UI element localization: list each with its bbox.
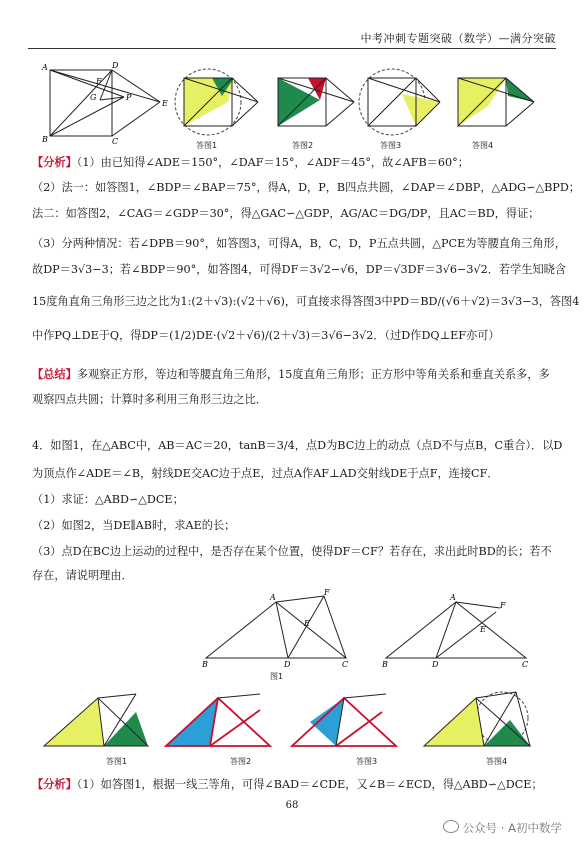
page-number: 68 xyxy=(285,800,299,811)
svg-text:F: F xyxy=(500,601,506,610)
svg-text:F: F xyxy=(324,588,330,597)
analysis-1-line-3: 法二：如答图2，∠CAG＝∠GDP＝30°，得△GAC∽△GDP，AG/AC＝DG/DP，且AC＝BD，得证； xyxy=(32,207,540,220)
svg-text:D: D xyxy=(432,660,439,668)
analysis-2-line-1: 【分析】（1）如答图1，根据一线三等角，可得∠BAD＝∠CDE，又∠B＝∠ECD，得△ABD∽△DCE； xyxy=(32,777,543,791)
svg-text:E: E xyxy=(162,99,168,108)
figure-square-main xyxy=(40,62,170,146)
svg-text:P: P xyxy=(126,93,132,102)
svg-text:E: E xyxy=(480,625,486,634)
svg-text:A: A xyxy=(450,593,456,602)
analysis-1-line-1: 【分析】（1）由已知得∠ADE＝150°，∠DAF＝15°，∠ADF＝45°，故∠AFB＝60°； xyxy=(32,155,469,169)
triangle-answer-4 xyxy=(418,684,542,756)
analysis-1-line-7: 中作PQ⊥DE于Q，得DP＝(1/2)DE·(√2＋√6)/(2＋√3)＝3√6−3√2．（过D作DQ⊥EF亦可） xyxy=(32,329,500,342)
problem-4-line-5: （3）点D在BC边上运动的过程中，是否存在某个位置，使得DF＝CF？若存在，求出此时BD的长；若不 xyxy=(32,545,552,558)
watermark: 公众号 · A初中数学 xyxy=(443,820,562,836)
figure-answer-2 xyxy=(268,66,360,142)
triangle-figure-1 xyxy=(196,588,356,668)
problem-4-line-6: 存在，请说明理由． xyxy=(32,569,133,582)
answer-1-caption: 答图1 xyxy=(196,141,218,150)
summary-tag: 【总结】 xyxy=(32,367,77,381)
figure-answer-3 xyxy=(356,66,448,142)
triangle-figure-2 xyxy=(376,588,536,668)
summary-line-1: 【总结】多观察正方形，等边和等腰直角三角形，15度直角三角形；正方形中等角关系和垂直关系多，多 xyxy=(32,367,550,381)
svg-text:C: C xyxy=(112,137,119,146)
figure-1-caption: 图1 xyxy=(270,672,284,681)
svg-text:B: B xyxy=(42,135,48,144)
wechat-icon xyxy=(443,820,459,833)
answer-row3-1-caption: 答图1 xyxy=(106,757,128,766)
svg-text:B: B xyxy=(382,660,388,668)
analysis-tag: 【分析】 xyxy=(32,155,77,169)
analysis-1-line-4: （3）分两种情况：若∠DPB＝90°，如答图3，可得A，B，C，D，P五点共圆，△PCE为等腰直角三角形， xyxy=(32,237,566,250)
answer-row3-3-caption: 答图3 xyxy=(356,757,378,766)
triangle-answer-1 xyxy=(38,688,156,754)
svg-text:C: C xyxy=(342,660,349,668)
answer-row3-2-caption: 答图2 xyxy=(230,757,252,766)
analysis-2-tag: 【分析】 xyxy=(32,777,77,791)
problem-4-line-1: 4．如图1，在△ABC中，AB＝AC＝20，tanB＝3/4，点D为BC边上的动点（点D不与点B，C重合）．以D xyxy=(32,439,563,452)
header-rule xyxy=(28,48,556,49)
analysis-1-line-6: 15度角直角三角形三边之比为1:(2＋√3):(√2＋√6)，可直接求得答图3中PD＝BD/(√6＋√2)＝3√3−3，答图4 xyxy=(32,295,580,308)
svg-text:D: D xyxy=(284,660,291,668)
problem-4-line-2: 为顶点作∠ADE＝∠B，射线DE交AC边于点E，过点A作AF⊥AD交射线DE于点F，连接CF． xyxy=(32,467,499,480)
answer-4-caption: 答图4 xyxy=(472,141,494,150)
svg-text:G: G xyxy=(90,93,97,102)
svg-text:A: A xyxy=(42,63,48,72)
triangle-answer-2 xyxy=(160,688,278,754)
svg-text:A: A xyxy=(270,593,276,602)
analysis-1-line-5: 故DP＝3√3−3；若∠BDP＝90°，如答图4，可得DF＝3√2−√6，DP＝√3DF＝3√6−3√2．若学生知晓含 xyxy=(32,263,567,276)
triangle-answer-3 xyxy=(286,688,404,754)
svg-text:E: E xyxy=(304,619,310,628)
answer-2-caption: 答图2 xyxy=(292,141,314,150)
figure-answer-4 xyxy=(448,66,540,142)
svg-text:B: B xyxy=(202,660,208,668)
svg-text:F: F xyxy=(96,77,102,86)
svg-text:D: D xyxy=(112,62,119,70)
answer-3-caption: 答图3 xyxy=(380,141,402,150)
header-title: 中考冲刺专题突破（数学）—满分突破 xyxy=(360,32,556,45)
summary-line-2: 观察四点共圆；计算时多利用三角形三边之比． xyxy=(32,393,267,406)
svg-text:C: C xyxy=(522,660,529,668)
problem-4-line-3: （1）求证：△ABD∽△DCE； xyxy=(32,493,184,506)
figure-answer-1 xyxy=(172,66,264,142)
analysis-1-line-2: （2）法一：如答图1，∠BDP＝∠BAP＝75°，得A，D，P，B四点共圆，∠DAP＝∠DBP，△ADG∽△BPD； xyxy=(32,181,580,194)
problem-4-line-4: （2）如图2，当DE∥AB时，求AE的长； xyxy=(32,519,236,532)
answer-row3-4-caption: 答图4 xyxy=(486,757,508,766)
